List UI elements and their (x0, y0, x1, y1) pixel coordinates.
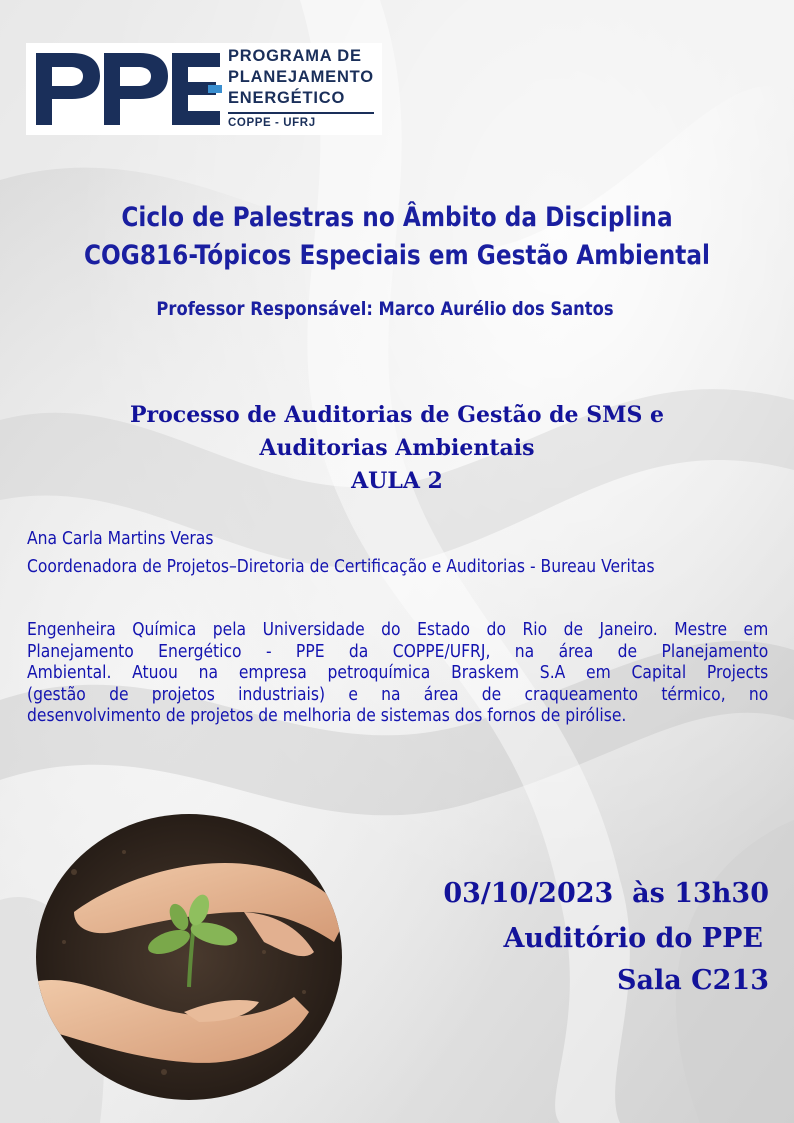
logo-line-2: PLANEJAMENTO (228, 68, 374, 86)
talk-title-line-1: Processo de Auditorias de Gestão de SMS e (129, 402, 664, 428)
logo-divider (228, 112, 374, 114)
logo-line-1: PROGRAMA DE (228, 47, 362, 65)
talk-title-line-3: AULA 2 (351, 468, 443, 494)
bio-line: Engenheira Química pela Universidade do Estado do Rio de Janeiro. Mestre em (27, 619, 769, 640)
event-datetime: 03/10/2023 às 13h30 (443, 878, 769, 909)
speaker-role: Coordenadora de Projetos–Diretoria de Certificação e Auditorias - Bureau Veritas (27, 556, 655, 577)
header-line-1: Ciclo de Palestras no Âmbito da Disciplina (121, 202, 673, 233)
bio-line: desenvolvimento de projetos de melhoria de sistemas dos fornos de pirólise. (27, 705, 627, 726)
talk-title-line-2: Auditorias Ambientais (259, 435, 535, 461)
professor-line: Professor Responsável: Marco Aurélio dos Santos (156, 298, 614, 320)
logo-line-3: ENERGÉTICO (228, 89, 346, 107)
bio-line: (gestão de projetos industriais) e na área de craqueamento térmico, no (27, 683, 769, 705)
bio-line: Ambiental. Atuou na empresa petroquímica Braskem S.A em Capital Projects (27, 662, 769, 683)
header-line-2: COG816-Tópicos Especiais em Gestão Ambiental (84, 240, 710, 271)
event-place: Auditório do PPE (503, 923, 763, 954)
ppe-logo (26, 43, 382, 135)
event-room: Sala C213 (617, 965, 769, 996)
speaker-name: Ana Carla Martins Veras (27, 528, 214, 549)
bio-line: Planejamento Energético - PPE da COPPE/UFRJ, na área de Planejamento (27, 640, 769, 662)
ppe-letters-logo (32, 49, 224, 129)
logo-line-4: COPPE - UFRJ (228, 117, 316, 129)
seedling-hands-photo (34, 812, 344, 1102)
speaker-bio (27, 619, 768, 727)
